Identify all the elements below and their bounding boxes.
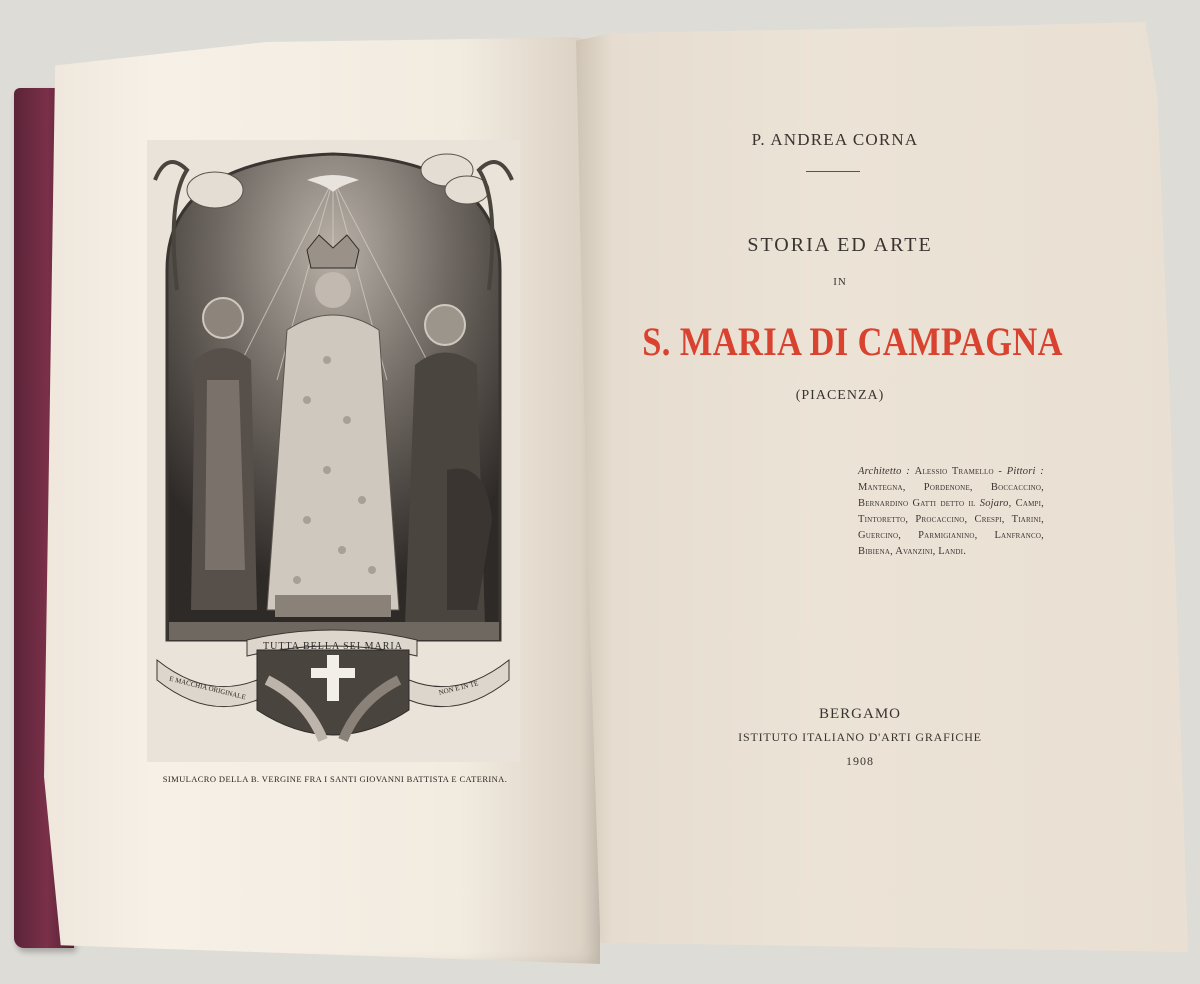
artists-list <box>858 464 1044 560</box>
frontispiece-image <box>147 140 520 762</box>
painter-nickname: Sojaro, <box>979 498 1012 509</box>
banner-text-top: TUTTA BELLA SEI MARIA <box>263 641 403 652</box>
publisher-name: ISTITUTO ITALIANO D'ARTI GRAFICHE <box>738 730 982 744</box>
author-name: P. ANDREA CORNA <box>751 130 919 149</box>
image-caption: SIMULACRO DELLA B. VERGINE FRA I SANTI GIOVANNI BATTISTA E CATERINA. <box>162 774 508 784</box>
painters-list-part2: Campi, Tintoretto, Procaccino, Crespi, Tiarini, Guercino, Parmigianino, Lanfranco, Bibiena, Avanzini, Landi. <box>858 498 1045 557</box>
painters-label: Pittori : <box>1006 466 1044 477</box>
banner-text-right: NON E IN TE <box>437 679 480 697</box>
book-place: (PIACENZA) <box>795 388 885 403</box>
architect-label: Architetto : <box>858 466 910 477</box>
publication-city: BERGAMO <box>818 706 901 722</box>
book-title: S. MARIA DI CAMPAGNA <box>642 319 1063 364</box>
architect-name: Alessio Tramello - <box>914 466 1003 477</box>
subtitle-connector: IN <box>833 276 847 288</box>
painters-list-part1: Mantegna, Pordenone, Boccaccino, Bernardino Gatti detto il <box>858 482 1044 509</box>
book-subtitle: STORIA ED ARTE <box>747 234 933 256</box>
banner-text-left: E MACCHIA ORIGINALE <box>168 674 247 702</box>
publication-year: 1908 <box>846 754 874 768</box>
author-divider <box>806 171 860 172</box>
